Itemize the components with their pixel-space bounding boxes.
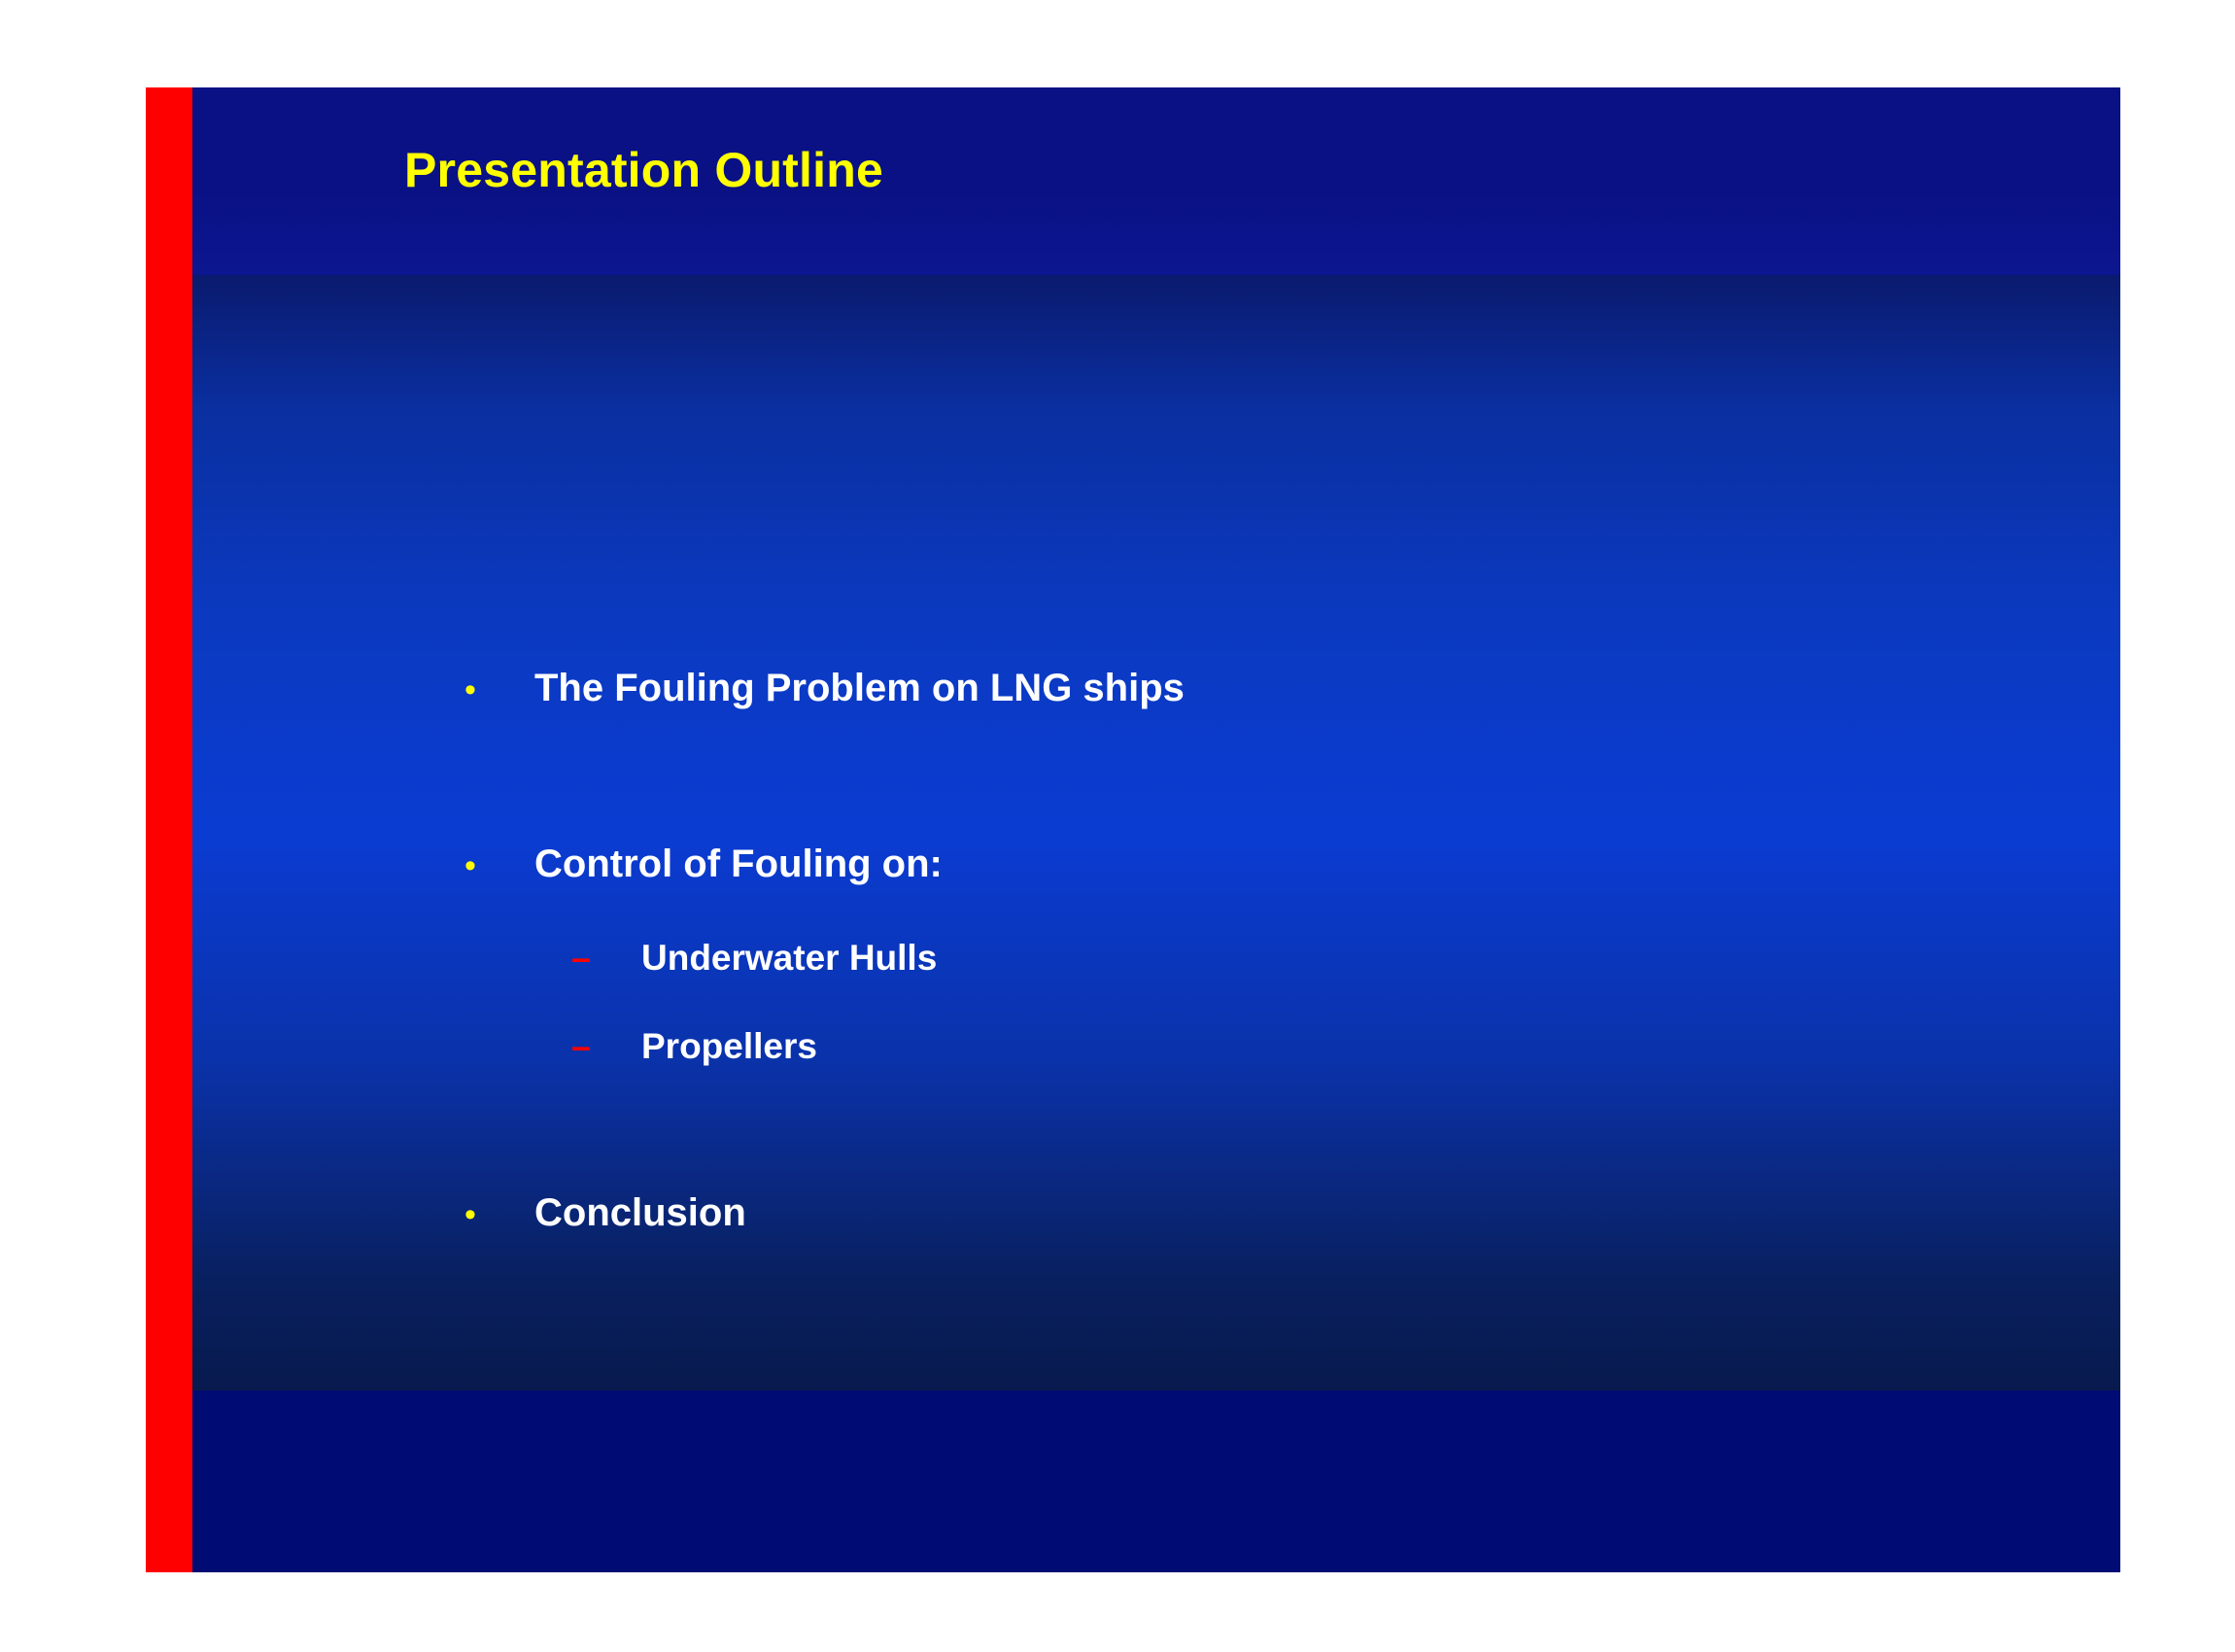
list-item <box>571 938 937 979</box>
list-item-label: Underwater Hulls <box>641 938 938 978</box>
list-item <box>464 1191 746 1235</box>
list-item <box>464 843 943 886</box>
slide-title-band <box>192 87 2120 275</box>
bullet-dot-icon: • <box>464 847 476 884</box>
slide-content-band <box>192 275 2120 1391</box>
list-item <box>464 667 1185 710</box>
outline-bullet-list <box>192 275 2120 1391</box>
list-item-label: Control of Fouling on: <box>534 843 943 885</box>
list-item-label: Propellers <box>641 1026 817 1066</box>
slide-footer-band <box>192 1391 2120 1572</box>
list-item <box>571 1026 817 1067</box>
list-item-label: The Fouling Problem on LNG ships <box>534 667 1185 709</box>
slide-body <box>192 87 2120 1572</box>
list-item-label: Conclusion <box>534 1191 746 1234</box>
bullet-dot-icon: • <box>464 1196 476 1233</box>
presentation-slide <box>146 87 2120 1572</box>
bullet-dash-icon: – <box>571 938 592 978</box>
page-title: Presentation Outline <box>404 143 883 197</box>
bullet-dot-icon: • <box>464 671 476 708</box>
left-accent-bar <box>146 87 192 1572</box>
bullet-dash-icon: – <box>571 1026 592 1066</box>
